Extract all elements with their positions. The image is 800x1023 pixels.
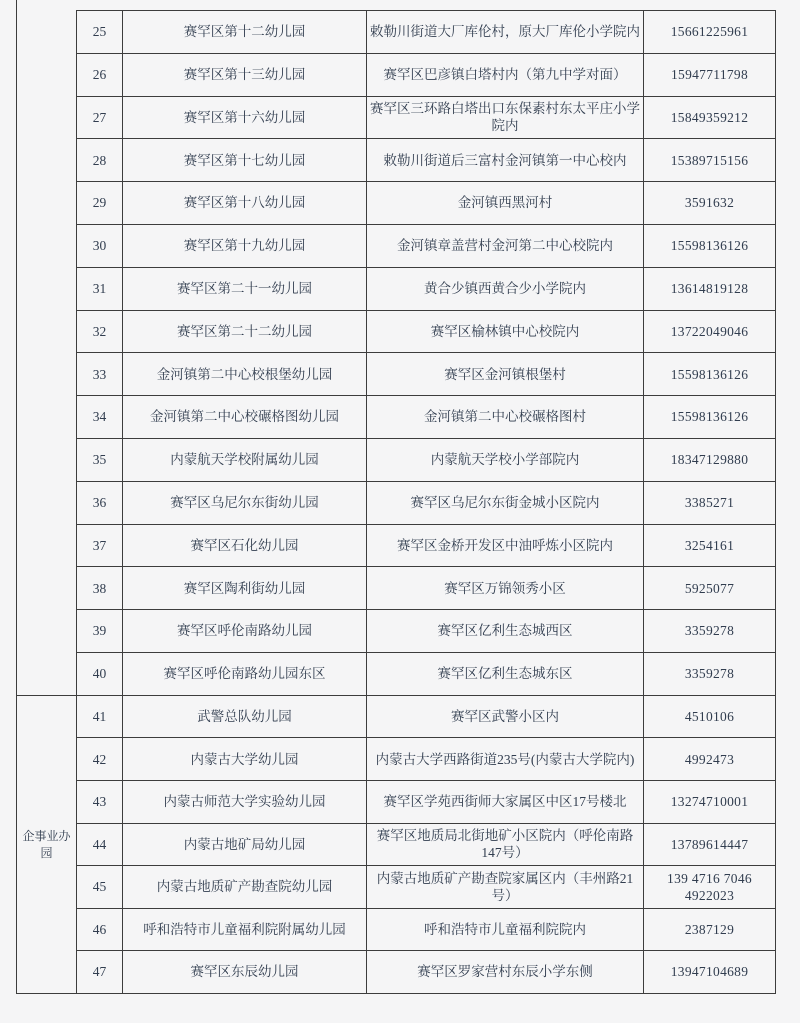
address-cell: 内蒙航天学校小学部院内: [366, 439, 643, 481]
phone-cell: 2387129: [643, 909, 775, 951]
kindergarten-name-cell: 赛罕区石化幼儿园: [122, 525, 366, 567]
table-row: [77, 352, 775, 395]
kindergarten-name-cell: 赛罕区乌尼尔东街幼儿园: [122, 482, 366, 524]
kindergarten-name-cell: 赛罕区第十九幼儿园: [122, 225, 366, 267]
address-cell: 敕勒川街道后三富村金河镇第一中心校内: [366, 139, 643, 181]
phone-cell: 5925077: [643, 567, 775, 609]
table-row: [77, 737, 775, 780]
table-row: [77, 950, 775, 993]
row-number-cell: 26: [92, 67, 107, 83]
kindergarten-name-cell: 内蒙古师范大学实验幼儿园: [122, 781, 366, 823]
row-number-cell: 41: [92, 708, 107, 724]
address-cell: 内蒙古地质矿产勘查院家属区内（丰州路21号）: [366, 866, 643, 908]
address-cell: 金河镇第二中心校碾格图村: [366, 396, 643, 438]
phone-cell: 4992473: [643, 738, 775, 780]
kindergarten-name-cell: 赛罕区第二十一幼儿园: [122, 268, 366, 310]
kindergarten-name-cell: 赛罕区第十七幼儿园: [122, 139, 366, 181]
table-row: [77, 780, 775, 823]
table-row: [77, 609, 775, 652]
phone-cell: 13722049046: [643, 311, 775, 353]
address-cell: 赛罕区万锦领秀小区: [366, 567, 643, 609]
table-row: [77, 11, 775, 53]
row-number-cell: 46: [92, 921, 107, 937]
table-row: [77, 696, 775, 738]
table-row: [77, 481, 775, 524]
kindergarten-name-cell: 内蒙古地矿局幼儿园: [122, 824, 366, 866]
row-number-cell: 39: [92, 623, 107, 639]
address-cell: 赛罕区三环路白塔出口东保素村东太平庄小学院内: [366, 97, 643, 139]
address-cell: 内蒙古大学西路街道235号(内蒙古大学院内): [366, 738, 643, 780]
table-row: [77, 224, 775, 267]
category-cell: 企事业办园: [17, 696, 77, 993]
kindergarten-name-cell: 金河镇第二中心校碾格图幼儿园: [122, 396, 366, 438]
phone-cell: 15389715156: [643, 139, 775, 181]
kindergarten-name-cell: 武警总队幼儿园: [122, 696, 366, 738]
row-number-cell: 47: [92, 964, 107, 980]
row-number-cell: 29: [92, 195, 107, 211]
phone-cell: 13789614447: [643, 824, 775, 866]
phone-cell: 15849359212: [643, 97, 775, 139]
table-row: [77, 310, 775, 353]
address-cell: 赛罕区地质局北街地矿小区院内（呼伦南路147号）: [366, 824, 643, 866]
address-cell: 赛罕区亿利生态城西区: [366, 610, 643, 652]
row-number-cell: 33: [92, 366, 107, 382]
address-cell: 金河镇章盖营村金河第二中心校院内: [366, 225, 643, 267]
table-row: [77, 524, 775, 567]
table-row: [77, 438, 775, 481]
phone-cell: 15598136126: [643, 396, 775, 438]
phone-cell: 3591632: [643, 182, 775, 224]
phone-cell: 4510106: [643, 696, 775, 738]
phone-cell: 3359278: [643, 610, 775, 652]
kindergarten-name-cell: 赛罕区呼伦南路幼儿园: [122, 610, 366, 652]
group-rows: [77, 696, 775, 993]
address-cell: 赛罕区金桥开发区中油呼炼小区院内: [366, 525, 643, 567]
row-number-cell: 35: [92, 452, 107, 468]
row-number-cell: 38: [92, 580, 107, 596]
kindergarten-name-cell: 赛罕区第十二幼儿园: [122, 11, 366, 53]
address-cell: 呼和浩特市儿童福利院院内: [366, 909, 643, 951]
table-row: [77, 865, 775, 908]
table-row: [77, 566, 775, 609]
phone-cell: 15598136126: [643, 225, 775, 267]
kindergarten-name-cell: 赛罕区东辰幼儿园: [122, 951, 366, 993]
row-number-cell: 44: [92, 836, 107, 852]
table-group-1: [17, 10, 775, 695]
address-cell: 赛罕区武警小区内: [366, 696, 643, 738]
phone-cell: 18347129880: [643, 439, 775, 481]
kindergarten-name-cell: 呼和浩特市儿童福利院附属幼儿园: [122, 909, 366, 951]
address-cell: 赛罕区乌尼尔东街金城小区院内: [366, 482, 643, 524]
kindergarten-name-cell: 赛罕区第十三幼儿园: [122, 54, 366, 96]
table-row: [77, 96, 775, 139]
phone-cell: 15598136126: [643, 353, 775, 395]
table-row: [77, 267, 775, 310]
address-cell: 赛罕区学苑西街师大家属区中区17号楼北: [366, 781, 643, 823]
table-row: [77, 395, 775, 438]
group-rows: [77, 10, 775, 695]
row-number-cell: 25: [92, 24, 107, 40]
address-cell: 黄合少镇西黄合少小学院内: [366, 268, 643, 310]
table-row: [77, 652, 775, 695]
row-number-cell: 40: [92, 666, 107, 682]
address-cell: 敕勒川街道大厂库伦村，原大厂库伦小学院内: [366, 11, 643, 53]
kindergarten-name-cell: 赛罕区呼伦南路幼儿园东区: [122, 653, 366, 695]
kindergarten-name-cell: 赛罕区第十八幼儿园: [122, 182, 366, 224]
address-cell: 赛罕区金河镇根堡村: [366, 353, 643, 395]
phone-cell: 3359278: [643, 653, 775, 695]
address-cell: 赛罕区罗家营村东辰小学东侧: [366, 951, 643, 993]
table-left-border-extension: [16, 0, 17, 11]
address-cell: 赛罕区亿利生态城东区: [366, 653, 643, 695]
kindergarten-name-cell: 赛罕区陶利街幼儿园: [122, 567, 366, 609]
phone-cell: 13274710001: [643, 781, 775, 823]
address-cell: 金河镇西黑河村: [366, 182, 643, 224]
table-row: [77, 823, 775, 866]
row-number-cell: 36: [92, 495, 107, 511]
phone-cell: 15661225961: [643, 11, 775, 53]
phone-cell: 13614819128: [643, 268, 775, 310]
table-row: [77, 138, 775, 181]
table-row: [77, 908, 775, 951]
phone-cell: 3254161: [643, 525, 775, 567]
address-cell: 赛罕区榆林镇中心校院内: [366, 311, 643, 353]
row-number-cell: 27: [92, 109, 107, 125]
row-number-cell: 28: [92, 152, 107, 168]
kindergarten-table: [16, 10, 776, 994]
kindergarten-name-cell: 金河镇第二中心校根堡幼儿园: [122, 353, 366, 395]
kindergarten-name-cell: 内蒙古大学幼儿园: [122, 738, 366, 780]
row-number-cell: 32: [92, 323, 107, 339]
phone-cell: 139 4716 7046 4922023: [643, 866, 775, 908]
phone-cell: 3385271: [643, 482, 775, 524]
phone-cell: 15947711798: [643, 54, 775, 96]
category-cell: [17, 10, 77, 695]
phone-cell: 13947104689: [643, 951, 775, 993]
table-row: [77, 181, 775, 224]
table-group-2: [17, 695, 775, 993]
address-cell: 赛罕区巴彦镇白塔村内（第九中学对面）: [366, 54, 643, 96]
table-row: [77, 53, 775, 96]
row-number-cell: 31: [92, 281, 107, 297]
kindergarten-name-cell: 内蒙航天学校附属幼儿园: [122, 439, 366, 481]
row-number-cell: 45: [92, 879, 107, 895]
kindergarten-name-cell: 赛罕区第十六幼儿园: [122, 97, 366, 139]
row-number-cell: 34: [92, 409, 107, 425]
row-number-cell: 30: [92, 238, 107, 254]
kindergarten-name-cell: 内蒙古地质矿产勘查院幼儿园: [122, 866, 366, 908]
kindergarten-name-cell: 赛罕区第二十二幼儿园: [122, 311, 366, 353]
row-number-cell: 37: [92, 537, 107, 553]
row-number-cell: 43: [92, 794, 107, 810]
row-number-cell: 42: [92, 751, 107, 767]
